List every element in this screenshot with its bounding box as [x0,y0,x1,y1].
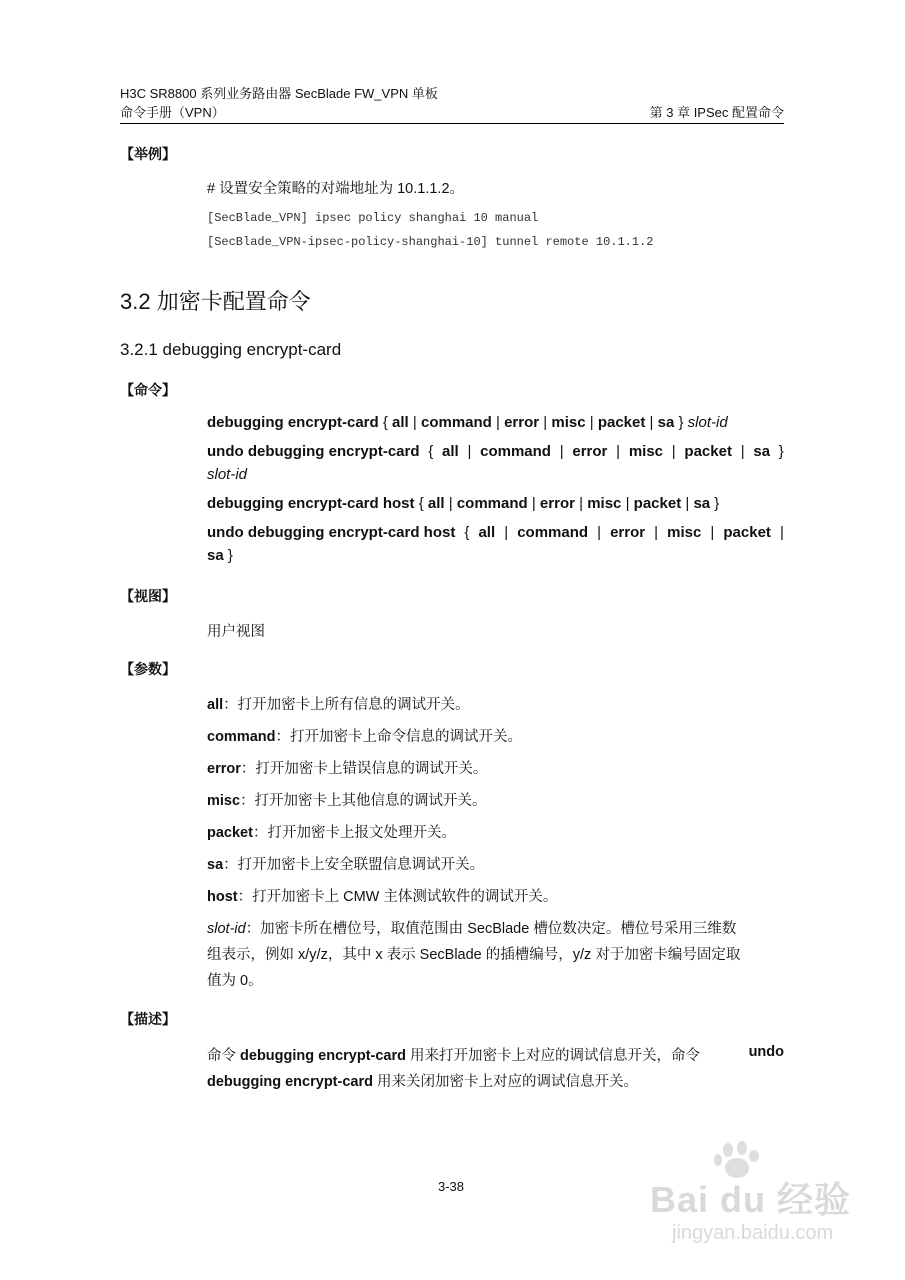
header-title: H3C SR8800 系列业务路由器 SecBlade FW_VPN 单板 [120,86,438,101]
command-syntax-2-cont: slot-id [207,466,248,483]
example-label: 【举例】 [120,146,176,162]
watermark-url: jingyan.baidu.com [672,1222,834,1244]
param-item: error：打开加密卡上错误信息的调试开关。 [207,761,488,777]
command-syntax-2: undo debugging encrypt-card { all | command | error | misc | packet | sa } [207,443,784,460]
example-comment: # 设置安全策略的对端地址为 10.1.1.2。 [207,181,465,197]
subsection-heading: 3.2.1 debugging encrypt-card [120,340,342,359]
param-slot-line2: 组表示，例如 x/y/z，其中 x 表示 SecBlade 的插槽编号，y/z 对于加密卡编号固定取 [207,947,741,963]
command-syntax-4: undo debugging encrypt-card host { all | command | error | misc | packet | [207,524,784,541]
code-line: [SecBlade_VPN-ipsec-policy-shanghai-10] tunnel remote 10.1.1.2 [207,235,654,249]
param-slot-line3: 值为 0。 [207,973,263,989]
desc-line1: 命令 debugging encrypt-card 用来打开加密卡上对应的调试信息开关，命令 undo [207,1044,784,1064]
section-heading: 3.2 加密卡配置命令 [120,289,311,314]
command-syntax-1: debugging encrypt-card { all | command | error | misc | packet | sa } slot-id [207,414,728,431]
header-divider [120,123,784,124]
command-syntax-3: debugging encrypt-card host { all | command | error | misc | packet | sa } [207,495,720,512]
param-item: packet：打开加密卡上报文处理开关。 [207,825,456,841]
watermark-brand: Bai du 经验 [650,1179,852,1220]
header-subtitle: 命令手册（VPN） [120,105,225,120]
param-item: host：打开加密卡上 CMW 主体测试软件的调试开关。 [207,889,558,905]
desc-line2: debugging encrypt-card 用来关闭加密卡上对应的调试信息开关。 [207,1074,638,1090]
param-item: sa：打开加密卡上安全联盟信息调试开关。 [207,857,485,873]
view-label: 【视图】 [120,588,176,604]
view-text: 用户视图 [207,624,265,640]
param-item: all：打开加密卡上所有信息的调试开关。 [207,697,470,713]
code-line: [SecBlade_VPN] ipsec policy shanghai 10 manual [207,211,539,225]
params-label: 【参数】 [120,661,176,677]
command-syntax-4-cont: sa } [207,547,233,564]
page-number: 3-38 [438,1179,465,1194]
param-item: command：打开加密卡上命令信息的调试开关。 [207,729,522,745]
command-label: 【命令】 [120,382,176,398]
param-item: misc：打开加密卡上其他信息的调试开关。 [207,793,487,809]
desc-label: 【描述】 [120,1011,176,1027]
header-chapter: 第 3 章 IPSec 配置命令 [649,105,784,120]
param-slot-line1: slot-id：加密卡所在槽位号，取值范围由 SecBlade 槽位数决定。槽位号采用三维数 [207,921,737,937]
